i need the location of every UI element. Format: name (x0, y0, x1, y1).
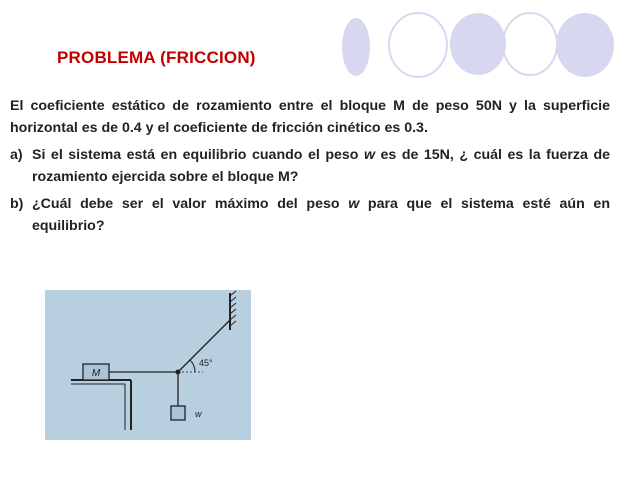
problem-text (10, 96, 610, 243)
deco-circle-outline (389, 13, 447, 77)
weight-label: w (195, 409, 202, 419)
deco-circle (342, 18, 370, 76)
deco-circle (450, 13, 506, 75)
question-b-text-start: ¿Cuál debe ser el valor máximo del peso (32, 196, 349, 212)
friction-diagram (45, 290, 251, 440)
question-a-text-end: es de 15N, ¿ cuál es la fuerza de rozamiento ejercida sobre el bloque M? (32, 147, 610, 185)
problem-intro: El coeficiente estático de rozamiento entre el bloque M de peso 50N y la superficie horizontal es de 0.4 y el coeficiente de fricción cinético es 0.3. (10, 98, 610, 136)
deco-circle (556, 13, 614, 77)
question-a (10, 145, 610, 188)
decorative-circles (0, 0, 638, 90)
question-a-label: a) (10, 147, 23, 163)
figure-background (45, 290, 251, 440)
question-b-weight-var: w (348, 196, 360, 212)
question-a-text-start: Si el sistema está en equilibrio cuando el peso (32, 147, 364, 163)
angle-label: 45° (199, 358, 213, 368)
question-b-text (32, 194, 610, 237)
question-b-label: b) (10, 196, 24, 212)
weight-block (171, 406, 185, 420)
deco-circle-outline (503, 13, 557, 75)
block-m-label: M (91, 368, 101, 379)
question-b (10, 194, 610, 237)
question-a-weight-var: w (363, 147, 375, 163)
question-b-text-end: para que el sistema esté aún en equilibrio? (32, 196, 610, 234)
page-title: PROBLEMA (FRICCION) (57, 48, 256, 67)
question-a-text (32, 145, 610, 188)
